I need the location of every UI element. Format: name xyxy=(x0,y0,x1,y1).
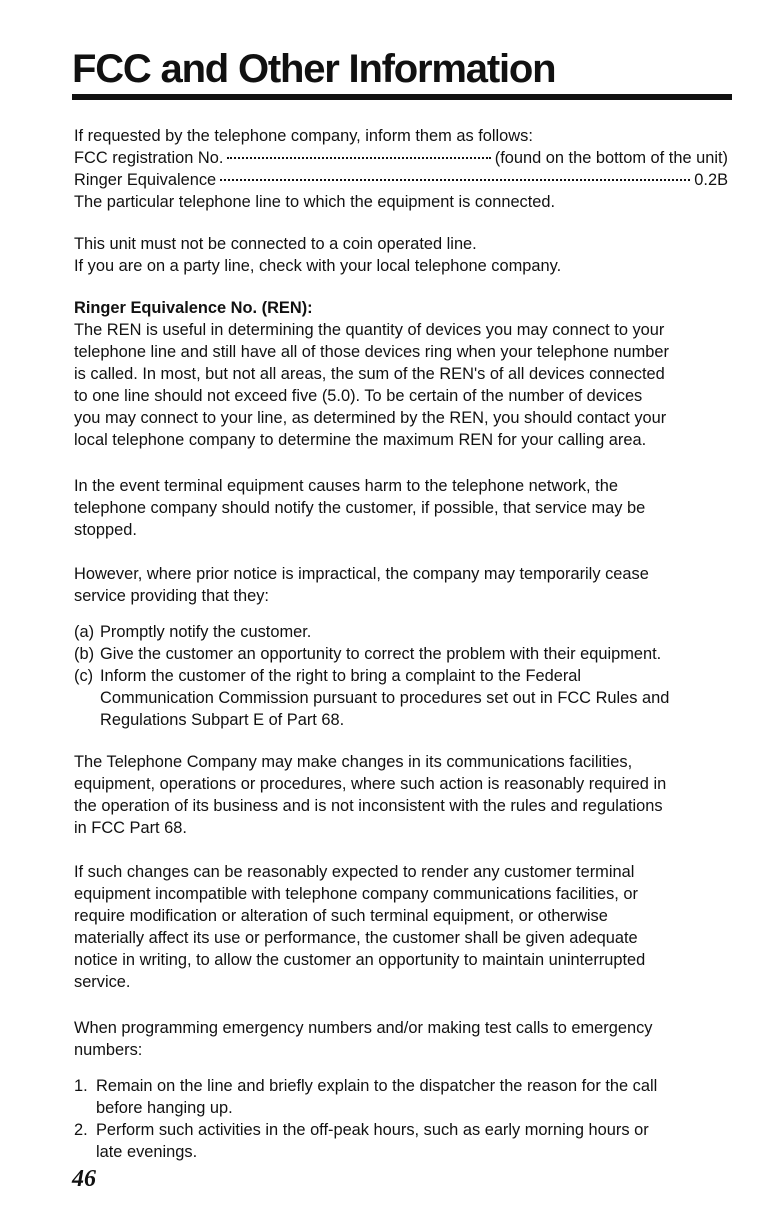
changes-paragraph xyxy=(74,751,666,839)
text-line: Communication Commission pursuant to procedures set out in FCC Rules and xyxy=(100,689,670,707)
list-marker: (b) xyxy=(74,645,95,663)
however-paragraph xyxy=(74,563,649,607)
text-line: require modification or alteration of such terminal equipment, or otherwise xyxy=(74,907,608,925)
list-marker: (a) xyxy=(74,623,95,641)
coin-paragraph xyxy=(74,233,561,277)
intro-section xyxy=(74,125,728,213)
text-line: This unit must not be connected to a coin operated line. xyxy=(74,235,477,253)
text-line: late evenings. xyxy=(96,1143,198,1161)
text-line: If you are on a party line, check with your local telephone company. xyxy=(74,257,562,275)
list-marker: 2. xyxy=(74,1121,88,1139)
text-line: is called. In most, but not all areas, the sum of the REN's of all devices connected xyxy=(74,365,665,383)
text-line: Regulations Subpart E of Part 68. xyxy=(100,711,345,729)
text-line: Perform such activities in the off-peak hours, such as early morning hours or xyxy=(96,1121,649,1139)
ren-section xyxy=(74,297,669,451)
page-number: 46 xyxy=(72,1166,96,1192)
incompatible-paragraph xyxy=(74,861,645,993)
list-item xyxy=(74,643,669,665)
text-line: to one line should not exceed five (5.0). To be certain of the number of devices xyxy=(74,387,643,405)
text-line: In the event terminal equipment causes harm to the telephone network, the xyxy=(74,477,618,495)
harm-paragraph xyxy=(74,475,645,541)
text-line: equipment, operations or procedures, where such action is reasonably required in xyxy=(74,775,667,793)
list-marker: (c) xyxy=(74,667,94,685)
ren-heading: Ringer Equivalence No. (REN): xyxy=(74,299,313,317)
text-line: telephone line and still have all of those devices ring when your telephone number xyxy=(74,343,670,361)
emergency-list xyxy=(74,1075,657,1163)
text-line: When programming emergency numbers and/or making test calls to emergency xyxy=(74,1019,653,1037)
text-line: stopped. xyxy=(74,521,137,539)
row-label: Ringer Equivalence xyxy=(74,171,217,189)
service-list xyxy=(74,621,669,731)
emergency-paragraph xyxy=(74,1017,652,1061)
text-line: service providing that they: xyxy=(74,587,269,605)
ringer-equivalence-row xyxy=(74,169,728,191)
text-line: service. xyxy=(74,973,131,991)
row-label: FCC registration No. xyxy=(74,149,224,167)
list-marker: 1. xyxy=(74,1077,88,1095)
list-item xyxy=(74,665,669,731)
intro-trail: The particular telephone line to which the equipment is connected. xyxy=(74,193,556,211)
row-value: (found on the bottom of the unit) xyxy=(494,149,728,167)
text-line: The REN is useful in determining the quantity of devices you may connect to your xyxy=(74,321,665,339)
text-line: equipment incompatible with telephone company communications facilities, or xyxy=(74,885,638,903)
title-rule xyxy=(72,94,732,100)
page-title: FCC and Other Information xyxy=(72,47,556,91)
text-line: numbers: xyxy=(74,1041,143,1059)
dot-leader xyxy=(227,157,490,159)
text-line: in FCC Part 68. xyxy=(74,819,187,837)
dot-leader xyxy=(220,179,690,181)
text-line: the operation of its business and is not inconsistent with the rules and regulations xyxy=(74,797,663,815)
text-line: notice in writing, to allow the customer an opportunity to maintain uninterrupted xyxy=(74,951,646,969)
fcc-registration-row xyxy=(74,147,728,169)
text-line: materially affect its use or performance, the customer shall be given adequate xyxy=(74,929,638,947)
text-line: Promptly notify the customer. xyxy=(100,623,312,641)
text-line: Remain on the line and briefly explain to the dispatcher the reason for the call xyxy=(96,1077,658,1095)
list-item xyxy=(74,1075,657,1119)
row-value: 0.2B xyxy=(694,171,728,189)
text-line: Inform the customer of the right to bring a complaint to the Federal xyxy=(100,667,582,685)
list-item xyxy=(74,1119,657,1163)
text-line: you may connect to your line, as determined by the REN, you should contact your xyxy=(74,409,667,427)
text-line: local telephone company to determine the maximum REN for your calling area. xyxy=(74,431,647,449)
text-line: However, where prior notice is impractical, the company may temporarily cease xyxy=(74,565,649,583)
text-line: If such changes can be reasonably expected to render any customer terminal xyxy=(74,863,635,881)
list-item xyxy=(74,621,669,643)
text-line: before hanging up. xyxy=(96,1099,233,1117)
text-line: telephone company should notify the customer, if possible, that service may be xyxy=(74,499,646,517)
intro-lead: If requested by the telephone company, inform them as follows: xyxy=(74,127,533,145)
text-line: Give the customer an opportunity to correct the problem with their equipment. xyxy=(100,645,662,663)
text-line: The Telephone Company may make changes in its communications facilities, xyxy=(74,753,633,771)
